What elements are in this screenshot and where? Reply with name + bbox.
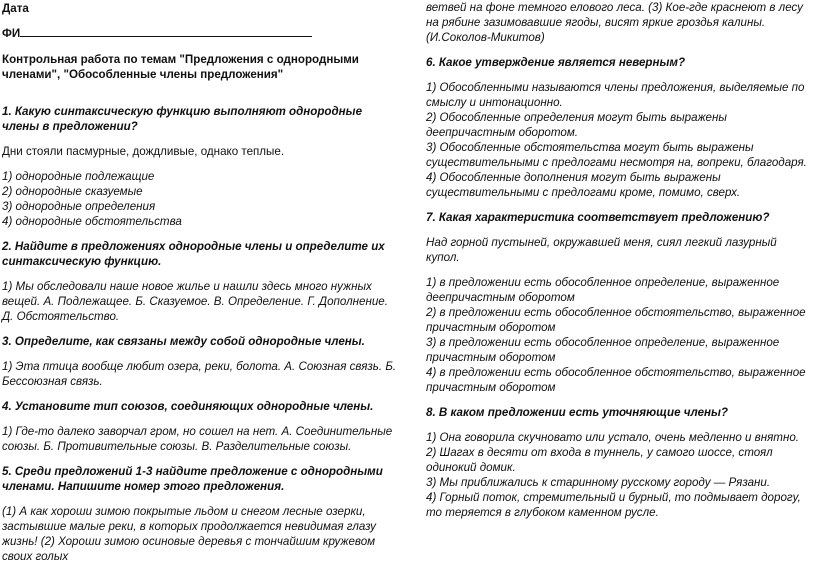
question-4: 4. Установите тип союзов, соединяющих однородные члены.: [2, 400, 374, 413]
question-8: 8. В каком предложении есть уточняющие члены?: [426, 406, 729, 419]
q8-options: [426, 430, 812, 520]
q6-option: 1) Обособленными называются члены предложения, выделяемые по смыслу и интонационно.: [426, 81, 805, 109]
worksheet-title: Контрольная работа по темам "Предложения с однородными членами", "Обособленные члены предложения": [2, 53, 359, 81]
question-5: 5. Среди предложений 1-3 найдите предложение с однородными членами. Напишите номер этого предложения.: [2, 465, 383, 493]
question-1: 1. Какую синтаксическую функцию выполняют однородные члены в предложении?: [2, 105, 363, 133]
q1-option: 1) однородные подлежащие: [2, 170, 155, 183]
date-label: Дата: [2, 2, 29, 15]
question-3: 3. Определите, как связаны между собой однородные члены.: [2, 335, 365, 348]
q8-option: 3) Мы приближались к старинному русскому городу — Рязани.: [426, 476, 771, 489]
q1-option: 4) однородные обстоятельства: [2, 215, 182, 228]
q6-option: 2) Обособленные определения могут быть выражены деепричастным оборотом.: [426, 111, 727, 139]
question-7: 7. Какая характеристика соответствует предложению?: [426, 211, 770, 224]
q7-option: 1) в предложении есть обособленное определение, выраженное деепричастным оборотом: [426, 276, 780, 304]
fio-line: [2, 25, 400, 41]
q1-option: 3) однородные определения: [2, 200, 156, 213]
q6-option: 4) Обособленные дополнения могут быть выражены существительными с предлогами кроме, помимо, сверх.: [426, 171, 741, 199]
q1-sentence: Дни стояли пасмурные, дождливые, однако теплые.: [2, 145, 285, 158]
q7-option: 3) в предложении есть обособленное определение, выраженное причастным оборотом: [426, 336, 780, 364]
q8-option: 2) Шагах в десяти от входа в туннель, у самого шоссе, стоял одинокий домик.: [426, 446, 773, 474]
q4-text: 1) Где-то далеко заворчал гром, но сошел на нет. А. Соединительные союзы. Б. Противительные союзы. В. Разделительные союзы.: [2, 425, 393, 453]
q5-text: (1) А как хороши зимою покрытые льдом и снегом лесные озерки, застывшие малые реки, в которых продолжается невидимая глазу жизнь! (2) Хороши зимою осиновые деревья с тончайшим кружевом своих голых: [2, 505, 376, 563]
q7-options: [426, 275, 812, 395]
q1-option: 2) однородные сказуемые: [2, 185, 143, 198]
left-column: [2, 0, 400, 564]
q3-text: 1) Эта птица вообще любит озера, реки, болота. А. Союзная связь. Б. Бессоюзная связь.: [2, 360, 397, 388]
q6-option: 3) Обособленные обстоятельства могут быть выражены существительными с предлогами несмотря на, вопреки, благодаря.: [426, 141, 807, 169]
fio-label: ФИ: [2, 27, 21, 40]
right-column: [426, 0, 812, 520]
q1-options: [2, 169, 400, 229]
q5-text-continued: ветвей на фоне темного елового леса. (3) Кое-где краснеют в лесу на рябине зазимовавшие ягоды, висят яркие гроздья калины. (И.Соколов-Микитов): [426, 1, 803, 44]
q7-sentence: Над горной пустыней, окружавшей меня, сиял легкий лазурный купол.: [426, 236, 777, 264]
q2-text: 1) Мы обследовали наше новое жилье и нашли здесь много нужных вещей. А. Подлежащее. Б. Сказуемое. В. Определение. Г. Дополнение. Д. Обстоятельство.: [2, 280, 388, 323]
q7-option: 2) в предложении есть обособленное обстоятельство, выраженное причастным оборотом: [426, 306, 806, 334]
q7-option: 4) в предложении есть обособленное обстоятельство, выраженное причастным оборотом: [426, 366, 806, 394]
q8-option: 4) Горный поток, стремительный и бурный, то подмывает дорогу, то теряется в глубоком каменном русле.: [426, 491, 801, 519]
q8-option: 1) Она говорила скучновато или устало, очень медленно и внятно.: [426, 431, 800, 444]
question-6: 6. Какое утверждение является неверным?: [426, 56, 686, 69]
question-2: 2. Найдите в предложениях однородные члены и определите их синтаксическую функцию.: [2, 240, 385, 268]
fio-blank-line: [20, 25, 312, 37]
q6-options: [426, 80, 812, 200]
